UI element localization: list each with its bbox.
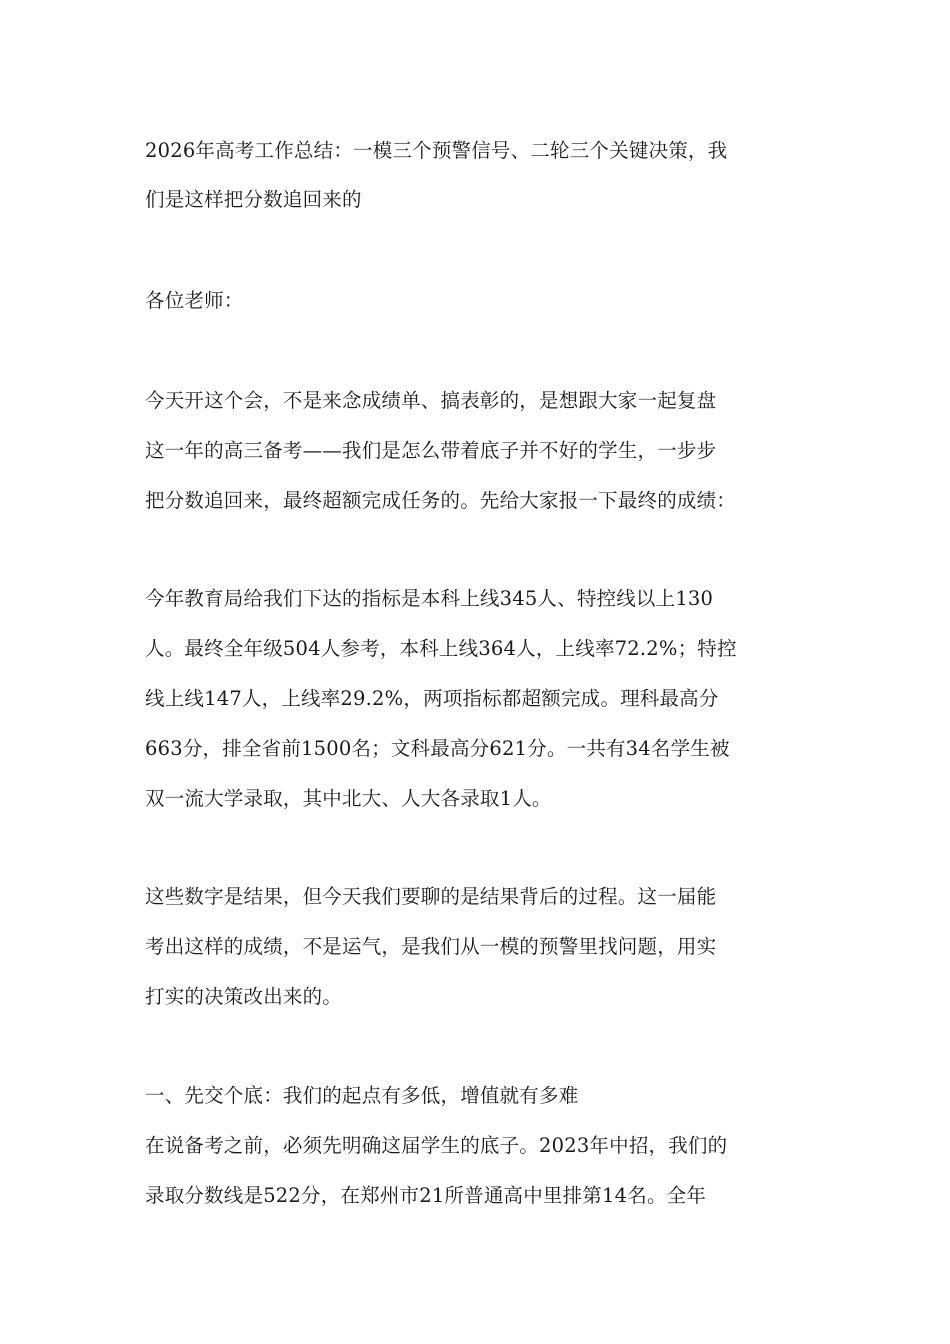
document-title-line-1: 2026年高考工作总结：一模三个预警信号、二轮三个关键决策，我 xyxy=(145,139,728,162)
paragraph-1-line-1: 今天开这个会，不是来念成绩单、搞表彰的，是想跟大家一起复盘 xyxy=(145,389,717,412)
paragraph-1-line-2: 这一年的高三备考——我们是怎么带着底子并不好的学生，一步步 xyxy=(145,439,717,462)
section-1-heading: 一、先交个底：我们的起点有多低，增值就有多难 xyxy=(145,1084,579,1107)
paragraph-2-line-4: 663分，排全省前1500名；文科最高分621分。一共有34名学生被 xyxy=(145,737,730,760)
paragraph-2-line-2: 人。最终全年级504人参考，本科上线364人，上线率72.2%；特控 xyxy=(145,637,737,660)
paragraph-2-line-1: 今年教育局给我们下达的指标是本科上线345人、特控线以上130 xyxy=(145,587,714,610)
document-title-line-2: 们是这样把分数追回来的 xyxy=(145,188,362,211)
section-1-line-2: 录取分数线是522分，在郑州市21所普通高中里排第14名。全年 xyxy=(145,1184,707,1207)
paragraph-2-line-3: 线上线147人，上线率29.2%，两项指标都超额完成。理科最高分 xyxy=(145,687,719,710)
section-1-line-1: 在说备考之前，必须先明确这届学生的底子。2023年中招，我们的 xyxy=(145,1134,728,1157)
paragraph-1-line-3: 把分数追回来，最终超额完成任务的。先给大家报一下最终的成绩： xyxy=(145,489,737,512)
greeting: 各位老师： xyxy=(145,289,244,312)
paragraph-2-line-5: 双一流大学录取，其中北大、人大各录取1人。 xyxy=(145,787,552,810)
paragraph-3-line-2: 考出这样的成绩，不是运气，是我们从一模的预警里找问题，用实 xyxy=(145,935,717,958)
paragraph-3-line-1: 这些数字是结果，但今天我们要聊的是结果背后的过程。这一届能 xyxy=(145,885,717,908)
paragraph-3-line-3: 打实的决策改出来的。 xyxy=(145,985,343,1008)
